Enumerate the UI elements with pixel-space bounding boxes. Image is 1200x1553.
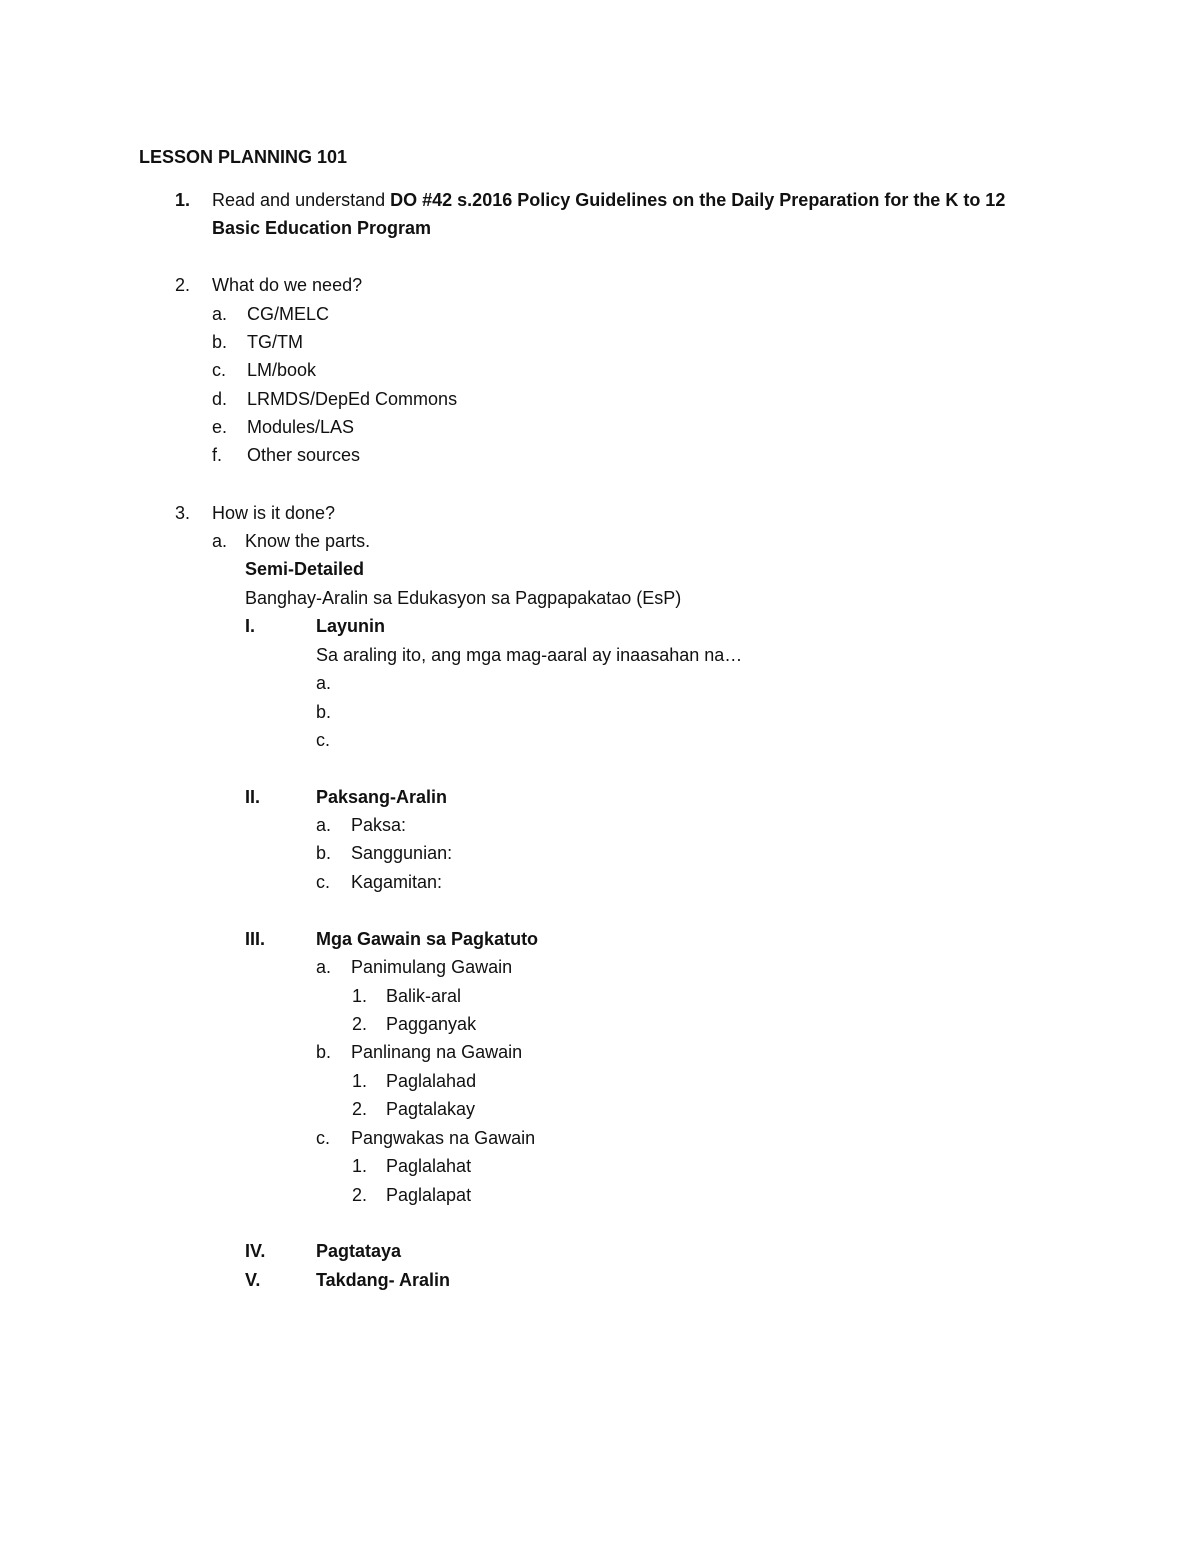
paksang-aralin-item-letter: b. [316, 843, 332, 863]
item-1-text [212, 189, 1005, 211]
item-2-sub-letter: e. [212, 417, 228, 437]
paksang-aralin-item-text: Sanggunian: [351, 843, 453, 863]
paksang-aralin-item-text: Paksa: [351, 815, 407, 835]
paksang-aralin-item-letter: c. [316, 872, 331, 892]
gawain-step-number: 1. [352, 1156, 368, 1176]
section-title-paksang-aralin: Paksang-Aralin [316, 787, 448, 807]
section-roman-numeral: V. [245, 1270, 261, 1290]
paksang-aralin-item-letter: a. [316, 815, 332, 835]
gawain-step-number: 2. [352, 1099, 368, 1119]
item-2-sub-letter: f. [212, 445, 223, 465]
gawain-group-letter: a. [316, 957, 332, 977]
item-2-sub-text: Modules/LAS [247, 417, 355, 437]
section-title-takdang-aralin: Takdang- Aralin [316, 1270, 451, 1290]
gawain-group-letter: b. [316, 1042, 332, 1062]
section-roman-numeral: III. [245, 929, 266, 949]
section-roman-numeral: II. [245, 787, 261, 807]
item-1-text-continued: Basic Education Program [212, 218, 432, 238]
gawain-step-text: Paglalahat [386, 1156, 472, 1176]
item-2-sub-letter: d. [212, 389, 228, 409]
item-3-text: How is it done? [212, 503, 336, 523]
item-2-sub-text: LRMDS/DepEd Commons [247, 389, 458, 409]
gawain-group-title: Pangwakas na Gawain [351, 1128, 536, 1148]
layunin-item-letter: c. [316, 730, 331, 750]
item-2-sub-text: LM/book [247, 360, 317, 380]
section-roman-numeral: IV. [245, 1241, 266, 1261]
section-title-mga-gawain: Mga Gawain sa Pagkatuto [316, 929, 539, 949]
gawain-step-text: Paglalahad [386, 1071, 477, 1091]
item-1-text-plain: Read and understand [212, 190, 391, 210]
item-3-sub-text: Know the parts. [245, 531, 371, 551]
gawain-group-title: Panlinang na Gawain [351, 1042, 523, 1062]
banghay-aralin-title: Banghay-Aralin sa Edukasyon sa Pagpapakatao (EsP) [245, 588, 682, 608]
item-2-sub-letter: b. [212, 332, 228, 352]
gawain-step-number: 1. [352, 1071, 368, 1091]
gawain-step-text: Balik-aral [386, 986, 462, 1006]
item-2-sub-text: CG/MELC [247, 304, 330, 324]
item-2-sub-text: TG/TM [247, 332, 303, 352]
gawain-step-text: Pagganyak [386, 1014, 477, 1034]
item-2-number: 2. [175, 275, 191, 295]
item-1-text-bold: DO #42 s.2016 Policy Guidelines on the Daily Preparation for the K to 12 [390, 190, 1006, 210]
paksang-aralin-item-text: Kagamitan: [351, 872, 443, 892]
item-3-number: 3. [175, 503, 191, 523]
gawain-step-text: Paglalapat [386, 1185, 472, 1205]
item-2-text: What do we need? [212, 275, 363, 295]
item-1-number: 1. [175, 190, 191, 210]
layunin-intro: Sa araling ito, ang mga mag-aaral ay inaasahan na… [316, 645, 743, 665]
gawain-group-letter: c. [316, 1128, 331, 1148]
gawain-step-number: 1. [352, 986, 368, 1006]
layunin-item-letter: a. [316, 673, 332, 693]
layunin-item-letter: b. [316, 702, 332, 722]
gawain-step-number: 2. [352, 1185, 368, 1205]
section-title-pagtataya: Pagtataya [316, 1241, 402, 1261]
gawain-step-number: 2. [352, 1014, 368, 1034]
item-2-sub-text: Other sources [247, 445, 361, 465]
item-2-sub-letter: a. [212, 304, 228, 324]
semi-detailed-heading: Semi-Detailed [245, 559, 365, 579]
section-title-layunin: Layunin [316, 616, 386, 636]
item-3-sub-letter: a. [212, 531, 228, 551]
section-roman-numeral: I. [245, 616, 256, 636]
gawain-group-title: Panimulang Gawain [351, 957, 513, 977]
item-2-sub-letter: c. [212, 360, 227, 380]
gawain-step-text: Pagtalakay [386, 1099, 476, 1119]
document-title: LESSON PLANNING 101 [139, 147, 348, 167]
